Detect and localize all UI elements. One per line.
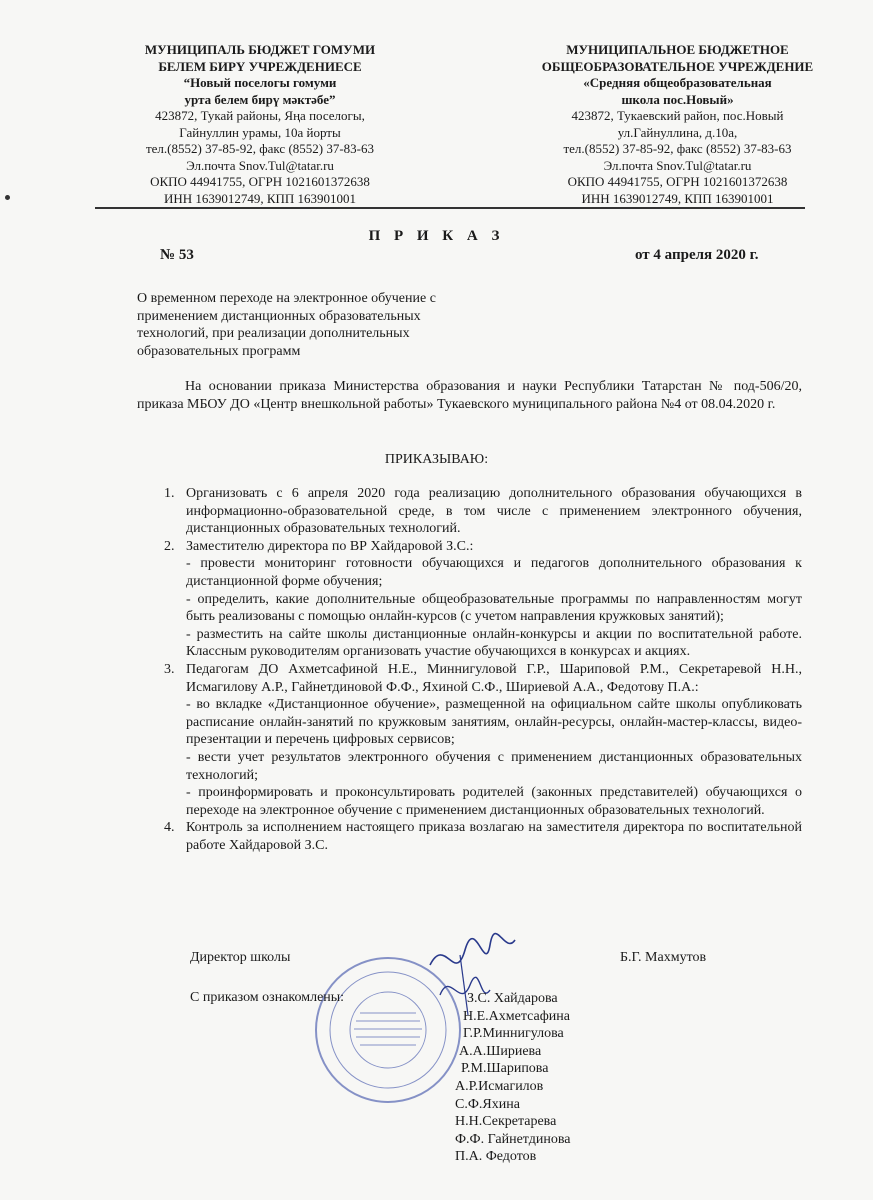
order-date: от 4 апреля 2020 г. [635, 247, 759, 263]
order-number: № 53 [160, 247, 194, 263]
header-left-line: ИНН 1639012749, КПП 163901001 [163, 190, 357, 206]
header-left-line: ОКПО 44941755, ОГРН 1021601372638 [150, 174, 370, 189]
header-right-line: ОКПО 44941755, ОГРН 1021601372638 [567, 174, 788, 189]
order-item [152, 819, 802, 854]
order-item [152, 661, 802, 819]
order-title: П Р И К А З [368, 228, 505, 244]
item-number: 4. [164, 820, 175, 836]
ack-name: Ф.Ф. Гайнетдинова [455, 1131, 571, 1147]
header-right-line: МУНИЦИПАЛЬНОЕ БЮДЖЕТНОЕ [566, 42, 789, 57]
ack-name: Г.Р.Миннигулова [463, 1026, 564, 1042]
signature-name: Б.Г. Махмутов [620, 950, 707, 965]
order-subject: О временном переходе на электронное обучение с применением дистанционных образовательных технологий, при реализации дополнительных образовательных программ [137, 291, 436, 359]
header-divider [95, 207, 805, 209]
ack-name: Н.Е.Ахметсафина [463, 1008, 571, 1024]
item-number: 2. [164, 538, 175, 554]
item-line: - проинформировать и проконсультировать родителей (законных представителей) обучающихся о переходе на электронное обучение с применением дистанционных образовательных технологий. [186, 785, 802, 818]
ack-name: П.А. Федотов [455, 1149, 537, 1165]
header-right-russian [515, 42, 840, 207]
signature-role: Директор школы [190, 950, 291, 965]
item-line: - во вкладке «Дистанционное обучение», размещенной на официальном сайте школы опубликовать расписание онлайн-занятий по кружковым занятиям, онлайн-ресурсы, онлайн-мастер-классы, видео-презентации и перечень цифровых сервисов; [186, 697, 802, 748]
item-line: Организовать с 6 апреля 2020 года реализацию дополнительного образования обучающихся в информационно-образовательной среде, в том числе с применением электронного обучения, дистанционных образовательных технологий. [186, 486, 802, 537]
header-left-line: БЕЛЕМ БИРҮ УЧРЕЖДЕНИЕСЕ [158, 58, 362, 74]
order-item [152, 538, 802, 661]
ack-name: Н.Н.Секретарева [455, 1114, 557, 1130]
acknowledged-names [455, 990, 570, 1166]
item-line: - определить, какие дополнительные общеобразовательные программы по направленностям могут быть реализованы с помощью онлайн-курсов (с учетом направления кружковых занятий); [186, 591, 802, 625]
header-left-line: Эл.почта Snov.Tul@tatar.ru [186, 157, 334, 173]
item-line: - разместить на сайте школы дистанционные онлайн-конкурсы и акции по воспитательной работе. Классным руководителям организовать участие обучающихся в конкурсах и акциях. [186, 626, 802, 660]
item-line: Контроль за исполнением настоящего приказа возлагаю на заместителя директора по воспитательной работе Хайдаровой З.С. [186, 820, 802, 853]
item-line: - вести учет результатов электронного обучения с применением дистанционных образовательных технологий; [186, 749, 802, 783]
header-right-line: школа пос.Новый» [621, 91, 734, 107]
header-right-line: «Средняя общеобразовательная [583, 75, 772, 90]
ack-name: А.Р.Исмагилов [455, 1078, 544, 1094]
order-item [152, 485, 802, 538]
header-right-line: ул.Гайнуллина, д.10а, [617, 124, 738, 140]
item-line: Педагогам ДО Ахметсафиной Н.Е., Миннигуловой Г.Р., Шариповой Р.М., Секретаревой Н.Н., Исмагилову А.Р., Гайнетдиновой Ф.Ф., Яхиной С.Ф., Шириевой А.А., Федотову П.А.: [186, 661, 802, 695]
header-right-line: Эл.почта Snov.Tul@tatar.ru [603, 157, 752, 173]
acknowledged-label: С приказом ознакомлены: [190, 990, 345, 1005]
header-left-line: “Новый поселогы гомуми [183, 75, 337, 90]
ack-name: З.С. Хайдарова [467, 991, 558, 1006]
header-left-line: тел.(8552) 37-85-92, факс (8552) 37-83-63 [145, 141, 375, 156]
ack-name: Р.М.Шарипова [461, 1061, 549, 1077]
ack-name: А.А.Шириева [459, 1043, 542, 1059]
order-items [152, 485, 802, 854]
order-basis: На основании приказа Министерства образования и науки Республики Татарстан № под-506/20, приказа МБОУ ДО «Центр внешкольной работы» Тукаевского муниципального района №4 от 08.04.2020 г. [137, 379, 802, 412]
header-left-tatar [110, 42, 410, 207]
header-right-line: ИНН 1639012749, КПП 163901001 [581, 190, 774, 206]
item-number: 3. [164, 661, 175, 677]
orders-heading: ПРИКАЗЫВАЮ: [384, 452, 489, 467]
header-left-line: урта белем бирү мәктәбе” [184, 91, 336, 107]
header-left-line: Гайнуллин урамы, 10а йорты [179, 124, 341, 140]
scan-speck [5, 195, 10, 200]
item-number: 1. [164, 486, 175, 501]
item-line: - провести мониторинг готовности обучающихся и педагогов дополнительного образования к дистанционной форме обучения; [186, 556, 802, 589]
item-line: Заместителю директора по ВР Хайдаровой З.С.: [186, 538, 474, 554]
ack-name: С.Ф.Яхина [455, 1096, 520, 1112]
header-left-line: 423872, Тукай районы, Яңа поселогы, [155, 108, 365, 123]
header-right-line: тел.(8552) 37-85-92, факс (8552) 37-83-63 [563, 141, 792, 156]
header-right-line: 423872, Тукаевский район, пос.Новый [571, 108, 784, 123]
header-left-line: МУНИЦИПАЛЬ БЮДЖЕТ ГОМУМИ [144, 42, 376, 57]
header-right-line: ОБЩЕОБРАЗОВАТЕЛЬНОЕ УЧРЕЖДЕНИЕ [541, 58, 814, 74]
